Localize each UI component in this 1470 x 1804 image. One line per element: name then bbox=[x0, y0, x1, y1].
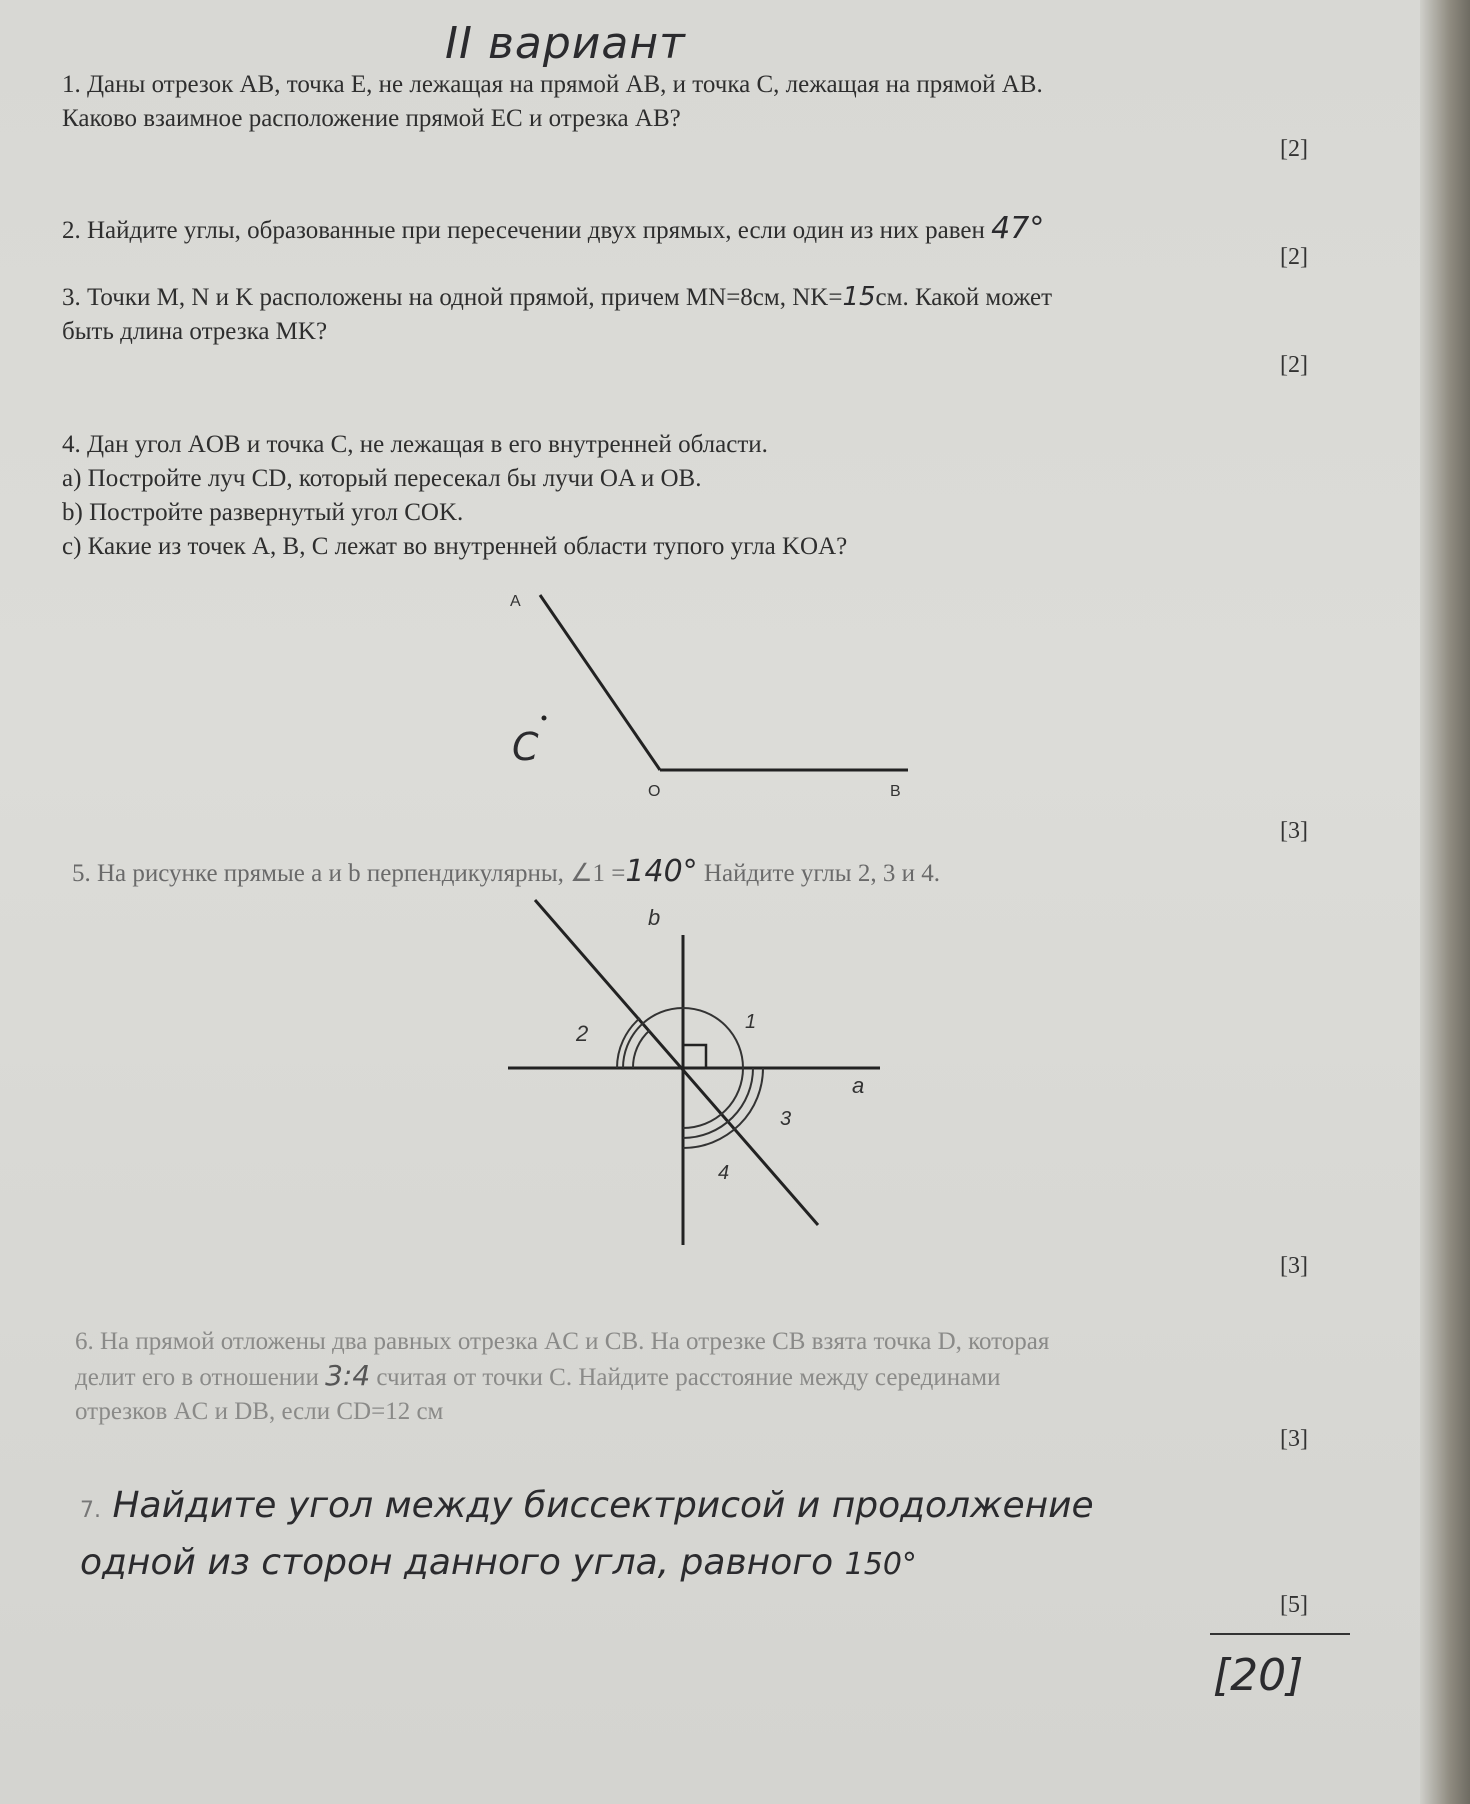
task-4-score: [3] bbox=[1280, 818, 1308, 844]
task-3-score: [2] bbox=[1280, 352, 1308, 378]
task-5-text-a: На рисунке прямые a и b перпендикулярны, bbox=[97, 860, 564, 887]
task-6-number: 6. bbox=[75, 1328, 94, 1355]
task-6 bbox=[75, 1325, 1330, 1429]
task-4-part-c: c) Какие из точек A, B, C лежат во внутренней области тупого угла KOA? bbox=[62, 533, 848, 560]
label-b: b bbox=[648, 905, 661, 930]
task-1-score: [2] bbox=[1280, 136, 1308, 162]
task-7-line1: Найдите угол между биссектрисой и продолжение bbox=[112, 1485, 1094, 1526]
task-3-text-a: Точки M, N и K расположены на одной прямой, причем MN=8см, NK= bbox=[87, 284, 843, 311]
task-7 bbox=[80, 1480, 1360, 1591]
label-angle-2: 2 bbox=[576, 1021, 589, 1046]
task-1 bbox=[62, 68, 1327, 136]
task-1-line2: Каково взаимное расположение прямой EC и отрезка AB? bbox=[62, 105, 681, 132]
arc-angle-3-a bbox=[683, 1068, 743, 1128]
task-4-figure bbox=[490, 580, 930, 800]
label-O: O bbox=[648, 783, 661, 800]
task-4-part-b: b) Постройте развернутый угол COK. bbox=[62, 499, 464, 526]
task-6-line1: На прямой отложены два равных отрезка AC и CB. На отрезке CB взята точка D, которая bbox=[100, 1328, 1050, 1355]
task-4 bbox=[62, 428, 1327, 564]
task-5-text-b: Найдите углы 2, 3 и 4. bbox=[703, 860, 940, 887]
label-A: A bbox=[510, 593, 521, 610]
ray-OA bbox=[540, 595, 660, 770]
arc-angle-3-c bbox=[683, 1068, 763, 1148]
task-6-line2b: считая от точки C. Найдите расстояние между серединами bbox=[376, 1364, 1001, 1391]
page-edge-shadow bbox=[1420, 0, 1470, 1804]
label-angle-3: 3 bbox=[780, 1108, 792, 1130]
task-7-score: [5] bbox=[1280, 1592, 1308, 1618]
label-angle-1: 1 bbox=[745, 1011, 757, 1033]
task-2-score: [2] bbox=[1280, 244, 1308, 270]
task-5 bbox=[72, 855, 1337, 891]
task-4-line1: Дан угол AOB и точка C, не лежащая в его внутренней области. bbox=[87, 431, 768, 458]
task-5-value: 140° bbox=[625, 854, 698, 889]
task-3-line2: быть длина отрезка MK? bbox=[62, 318, 328, 345]
point-C bbox=[542, 716, 547, 721]
arc-angle-2-inner bbox=[633, 1030, 650, 1068]
task-6-score: [3] bbox=[1280, 1426, 1308, 1452]
task-6-ratio: 3:4 bbox=[325, 1359, 371, 1392]
task-4-part-a: a) Постройте луч CD, который пересекал бы лучи OA и OB. bbox=[62, 465, 702, 492]
task-3-text-b: см. Какой может bbox=[875, 284, 1053, 311]
task-2-number: 2. bbox=[62, 217, 81, 244]
task-3-value: 15 bbox=[842, 282, 876, 312]
label-a: a bbox=[852, 1073, 865, 1098]
task-3-number: 3. bbox=[62, 284, 81, 311]
task-2 bbox=[62, 212, 1327, 248]
right-angle-mark bbox=[683, 1045, 706, 1068]
task-4-number: 4. bbox=[62, 431, 81, 458]
task-7-line2: одной из сторон данного угла, равного bbox=[80, 1542, 834, 1583]
task-5-score: [3] bbox=[1280, 1253, 1308, 1279]
task-6-line2a: делит его в отношении bbox=[75, 1364, 319, 1391]
transversal-line bbox=[535, 900, 818, 1225]
task-1-number: 1. bbox=[62, 71, 81, 98]
task-2-text: Найдите углы, образованные при пересечении двух прямых, если один из них равен bbox=[87, 217, 985, 244]
total-divider bbox=[1210, 1633, 1350, 1635]
task-1-line1: Даны отрезок AB, точка E, не лежащая на прямой AB, и точка C, лежащая на прямой AB. bbox=[87, 71, 1043, 98]
label-angle-4: 4 bbox=[718, 1162, 730, 1184]
task-3 bbox=[62, 280, 1327, 349]
label-B: B bbox=[890, 783, 901, 800]
task-5-figure bbox=[500, 895, 900, 1255]
variant-title: II вариант bbox=[445, 18, 686, 69]
task-7-value: 150° bbox=[844, 1547, 917, 1582]
task-2-value: 47° bbox=[991, 211, 1045, 246]
task-5-number: 5. bbox=[72, 860, 91, 887]
task-6-line3: отрезков AC и DB, если CD=12 см bbox=[75, 1398, 444, 1425]
task-7-number: 7. bbox=[80, 1498, 101, 1523]
total-score: [20] bbox=[1213, 1650, 1304, 1701]
label-C: C bbox=[512, 725, 539, 769]
task-5-angle-label: ∠1 = bbox=[570, 860, 626, 887]
